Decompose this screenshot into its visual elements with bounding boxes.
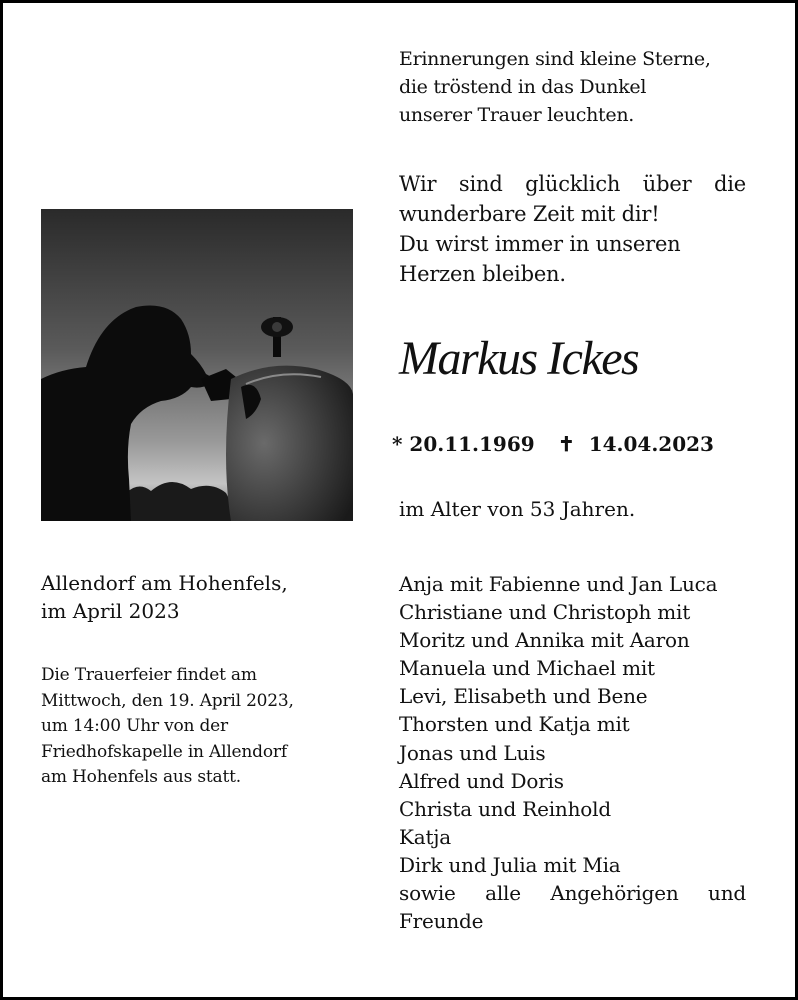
mourners-list xyxy=(399,570,746,935)
mourner-word: und xyxy=(708,881,746,906)
funeral-service-info xyxy=(41,663,294,791)
mourner-line: Moritz und Annika mit Aaron xyxy=(399,628,690,653)
mourner-line: Thorsten und Katja mit xyxy=(399,712,630,737)
message-line: wunderbare Zeit mit dir! xyxy=(399,202,660,226)
place-line: Allendorf am Hohenfels, xyxy=(41,571,288,595)
mourner-line: Jonas und Luis xyxy=(399,740,546,765)
service-line: Mittwoch, den 19. April 2023, xyxy=(41,690,294,711)
poem-verse xyxy=(399,45,749,129)
mourner-line: Levi, Elisabeth und Bene xyxy=(399,684,648,709)
mourner-line: Freunde xyxy=(399,909,484,934)
mourner-line xyxy=(399,879,746,907)
message-word: sind xyxy=(458,172,503,196)
farewell-message xyxy=(399,169,746,289)
service-line: am Hohenfels aus statt. xyxy=(41,767,241,787)
message-word: die xyxy=(713,172,746,196)
poem-line: unserer Trauer leuchten. xyxy=(399,104,634,126)
mourner-line: Christa und Reinhold xyxy=(399,796,611,821)
service-line: Friedhofskapelle in Allendorf xyxy=(41,741,287,762)
message-word: über xyxy=(642,172,692,196)
age-text: im Alter von 53 Jahren. xyxy=(399,497,636,521)
mourner-line: Katja xyxy=(399,824,452,849)
death-date: 14.04.2023 xyxy=(588,432,714,456)
place-line: im April 2023 xyxy=(41,599,180,623)
mourner-word: alle xyxy=(485,881,521,906)
mourner-line: Manuela und Michael mit xyxy=(399,656,655,681)
poem-line: die tröstend in das Dunkel xyxy=(399,76,647,98)
deceased-name: Markus Ickes xyxy=(399,332,639,385)
memorial-photo xyxy=(41,209,353,521)
death-date-group xyxy=(558,432,714,456)
message-line: Du wirst immer in unseren xyxy=(399,232,681,256)
cross-icon: ✝ xyxy=(558,432,575,456)
mourner-line: Anja mit Fabienne und Jan Luca xyxy=(399,572,718,596)
service-line: Die Trauerfeier findet am xyxy=(41,665,257,685)
service-line: um 14:00 Uhr von der xyxy=(41,716,228,736)
silhouette-telescope-photo xyxy=(41,209,353,521)
message-line: Herzen bleiben. xyxy=(399,262,566,286)
mourner-line: Christiane und Christoph mit xyxy=(399,600,691,625)
poem-line: Erinnerungen sind kleine Sterne, xyxy=(399,48,711,70)
message-word: Wir xyxy=(399,172,437,196)
message-line xyxy=(399,169,746,199)
message-word: glücklich xyxy=(525,172,621,196)
birth-date: * 20.11.1969 xyxy=(392,432,535,456)
mourner-line: Dirk und Julia mit Mia xyxy=(399,852,621,877)
mourner-line: Alfred und Doris xyxy=(399,768,564,793)
mourner-word: sowie xyxy=(399,881,456,906)
mourner-word: Angehörigen xyxy=(550,881,679,906)
place-and-date xyxy=(41,569,288,625)
